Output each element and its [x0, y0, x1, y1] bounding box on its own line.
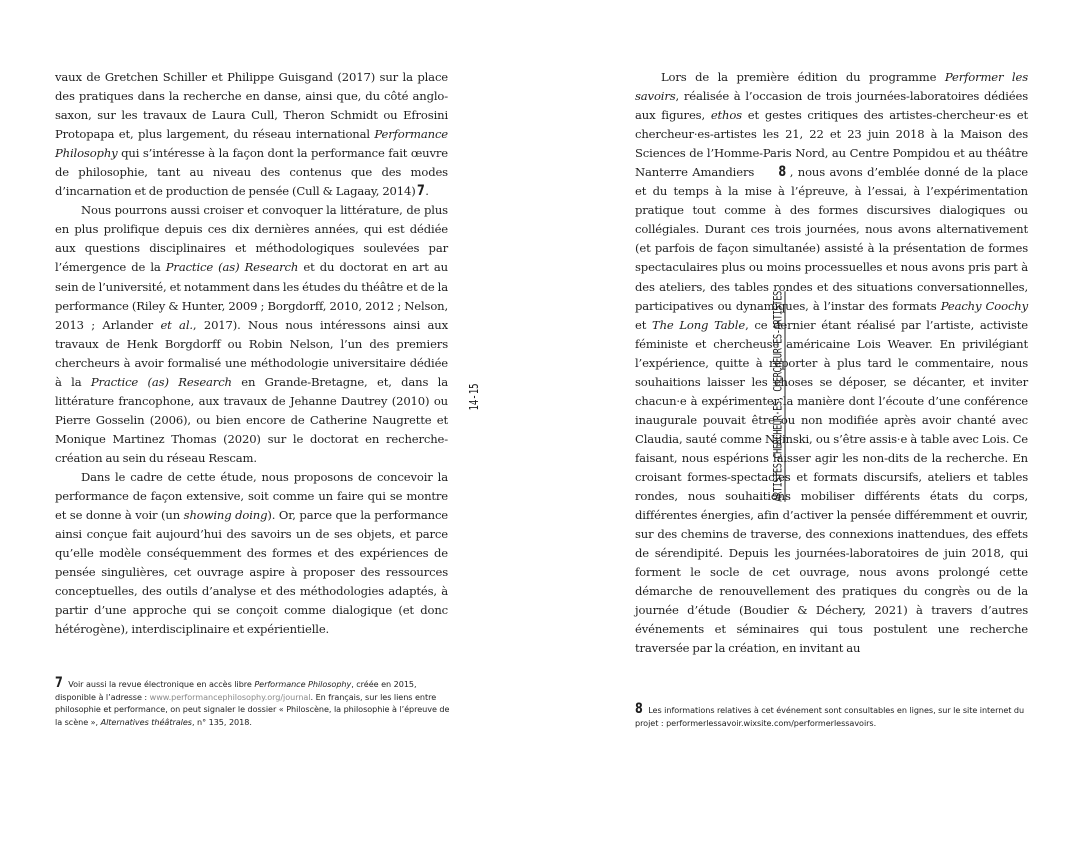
- footnote-8: [635, 702, 1030, 729]
- right-page-body: [635, 68, 1028, 658]
- text-run: Les informations relatives à cet événement sont consultables en lignes, sur le site internet du projet : performerlessavoir.wixsite.com/performerlessavoirs.: [635, 705, 1025, 728]
- page-numbers: 14-15: [467, 383, 481, 411]
- italic-title: Practice (as) Research: [90, 374, 232, 389]
- text-run: Voir aussi la revue électronique en accès libre: [65, 679, 255, 689]
- text-run: Dans le cadre de cette étude, nous proposons de concevoir la performance de façon extensive, soit comme un faire qui se montre et se donne à voir (un: [55, 469, 448, 523]
- italic-title: ethos: [710, 108, 742, 123]
- footnote-reference[interactable]: 7: [416, 183, 425, 200]
- text-run: qui s’intéresse à la façon dont la performance fait œuvre de philosophie, tant au niveau des contenus que des modes d’incarnation et de production de pensée (Cull & Lagaay, 2014): [55, 146, 448, 199]
- italic-title: Performer les savoirs: [635, 70, 1029, 104]
- text-run: , créée en 2015, disponible à l’adresse :: [55, 679, 417, 702]
- text-run: et du doctorat en art au sein de l’université, et notamment dans les études du théâtre et de la performance (Riley & Hunter, 2009 ; Borgdorff, 2010, 2012 ; Nelson, 2013 ; Arlander: [55, 260, 449, 332]
- paragraph: [55, 201, 448, 468]
- italic-title: Alternatives théâtrales: [100, 716, 192, 727]
- text-run: , n° 135, 2018.: [191, 716, 252, 727]
- text-run: vaux de Gretchen Schiller et Philippe Guisgand (2017) sur la place des pratiques dans la recherche en danse, ainsi que, du côté anglo-saxon, sur les travaux de Laura Cull, Theron Schmidt ou Efrosini Protopapa et, plus largement, du réseau international: [55, 70, 448, 142]
- paragraph: [55, 68, 448, 201]
- footnote-number: 7: [55, 675, 63, 691]
- text-run: et: [635, 317, 652, 332]
- text-run: en Grande-Bretagne, et, dans la littérature francophone, aux travaux de Jehanne Dautrey (2010) ou Pierre Gosselin (2006), ou bien encore de Catherine Naugrette et Monique Martinez Thomas (2020) sur le doctorat en recherche-création au sein du réseau Rescam.: [55, 374, 448, 465]
- footnote-7: [55, 676, 450, 728]
- text-run: , 2017). Nous nous intéressons ainsi aux travaux de Henk Borgdorff ou Robin Nelson, l’un des premiers chercheurs à avoir formalisé une méthodologie universitaire dédiée à la: [55, 317, 448, 389]
- italic-title: Performance Philosophy: [254, 679, 352, 689]
- text-run: , nous avons d’emblée donné de la place et du temps à la mise à l’épreuve, à l’essai, à l’expérimentation pratique tout comme à des formes discursives dialogiques ou collégiales. Durant ces trois journées, nous avons alternativement (et parfois de façon simultanée) assisté à la présentation de formes spectaculaires plus ou moins processuelles et nous avons pris part à des ateliers, des tables rondes et des situations conversationnelles, participatives ou dynamiques, à l’instar des formats: [635, 165, 1029, 313]
- text-run: Lors de la première édition du programme: [661, 70, 945, 84]
- text-run: .: [425, 184, 429, 199]
- text-run: ). Or, parce que la performance ainsi conçue fait aujourd’hui des savoirs un de ses objets, et parce qu’elle modèle conséquemment des formes et des expériences de pensée singulières, cet ouvrage aspire à proposer des ressources conceptuelles, des outils d’analyse et des méthodologies adaptés, à partir d’une approche qui se conçoit comme dialogique (et donc hétérogène), interdisciplinaire et expérientielle.: [55, 508, 448, 637]
- running-title-text: ARTISTES-CHERCHEUR·ES, CHERCHEUR·ES-ARTISTES: [771, 291, 785, 502]
- journal-link[interactable]: www.performancephilosophy.org/journal: [149, 691, 311, 702]
- text-run: et gestes critiques des artistes-chercheur·es et chercheur·es-artistes les 21, 22 et 23 juin 2018 à la Maison des Sciences de l’Homme-Paris Nord, au Centre Pompidou et au théâtre Nanterre Amandiers: [635, 108, 1028, 180]
- text-run: , réalisée à l’occasion de trois journées-laboratoires dédiées aux figures,: [635, 89, 1028, 123]
- left-page-body: [55, 68, 448, 639]
- paragraph: [635, 68, 1028, 658]
- italic-title: Performance Philosophy: [55, 127, 448, 161]
- text-run: . En français, sur les liens entre philosophie et performance, on peut signaler le dossier « Philoscène, la philosophie à l’épreuve de la scène »,: [55, 691, 450, 727]
- text-run: Nous pourrons aussi croiser et convoquer la littérature, de plus en plus prolifique depuis ces dix dernières années, qui est dédiée aux questions disciplinaires et méthodologiques soulevées par l’émergence de la: [55, 203, 448, 275]
- footnote-reference[interactable]: 8: [778, 164, 787, 181]
- italic-title: Peachy Coochy: [940, 298, 1029, 313]
- italic-title: Practice (as) Research: [165, 260, 299, 275]
- italic-title: The Long Table: [651, 317, 746, 332]
- paragraph: [55, 468, 448, 639]
- italic-title: et al.: [160, 317, 193, 332]
- italic-title: showing doing: [183, 508, 268, 523]
- text-run: , ce dernier étant réalisé par l’artiste, activiste féministe et chercheuse américaine Lois Weaver. En privilégiant l’expérience, quitte à reporter à plus tard le commentaire, nous souhaitions laisser les choses se déposer, se décanter, et inviter chacun·e à expérimenter la manière dont l’écoute d’une conférence inaugurale pouvait être ou non modifiée après avoir chanté avec Claudia, sauté comme Nijinski, ou s’être assis·e à table avec Lois. Ce faisant, nous espérions laisser agir les non-dits de la recherche. En croisant formes-spectacles et formats discursifs, ateliers et tables rondes, nous souhaitions mobiliser différents états du corps, différentes énergies, afin d’activer la pensée différemment et ouvrir, sur des chemins de traverse, des connexions inattendues, des effets de sérendipité. Depuis les journées-laboratoires de juin 2018, qui forment le socle de cet ouvrage, nous avons prolongé cette démarche de renouvellement des pratiques du congrès ou de la journée d’étude (Boudier & Déchery, 2021) à travers d’autres événements et séminaires qui tous postulent une recherche traversée par la création, en invitant au: [635, 317, 1029, 656]
- footnote-number: 8: [635, 701, 643, 717]
